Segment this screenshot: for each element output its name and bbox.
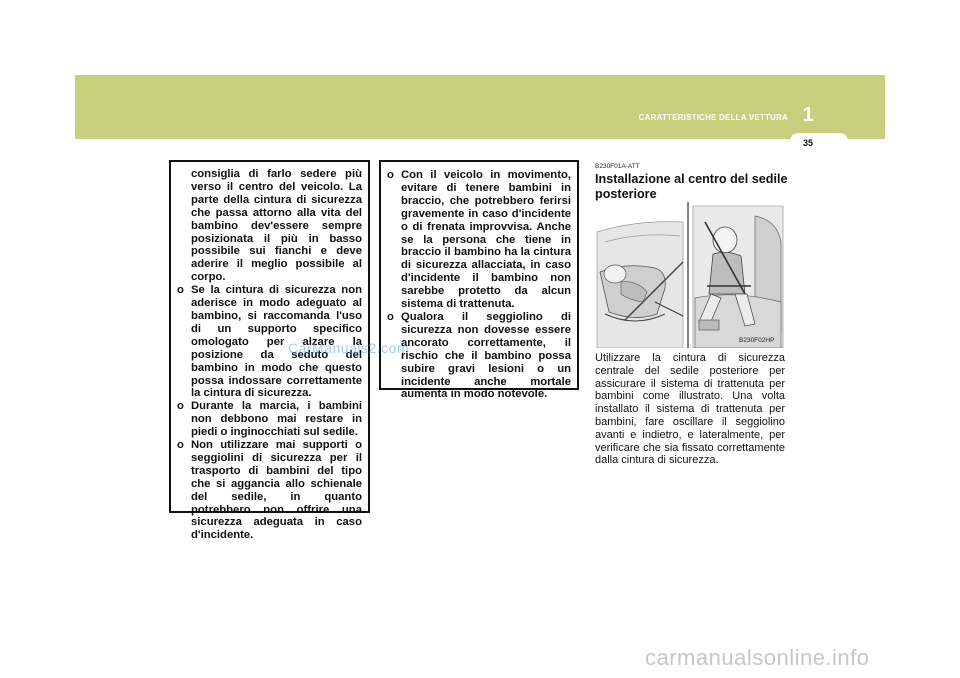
warning-bullet (387, 311, 571, 401)
warning-bullet-text: Se la cintura di sicurezza non aderisce in modo adeguato al bambino, si raccomanda l'uso di un supporto specifico omologato per alzare la posizione da seduto del bambino in modo che questo possa indossare correttamente la cintura di sicurezza. (191, 284, 362, 400)
bullet-marker: o (177, 439, 184, 452)
warning-bullet-text: Non utilizzare mai supporti o seggiolini di sicurezza per il trasporto di bambini del tipo che si aggancia allo schienale del sedile, in quanto potrebbero non offrire una sicurezza adeguata in caso d'incidente. (191, 439, 362, 542)
warning-bullet-text: Durante la marcia, i bambini non debbono mai restare in piedi o inginocchiati sul sedile. (191, 400, 362, 439)
section-body: Utilizzare la cintura di sicurezza centrale del sedile posteriore per assicurare il sistema di trattenuta per bambini come illustrato. Una volta installato il sistema di trattenuta per bambini, fare oscillare il seggiolino avanti e indietro, e lateralmente, per verificare che sia fissato correttamente dalla cintura di sicurezza. (595, 352, 785, 467)
warning-box-left (169, 160, 370, 542)
image-code: B230F02HP (739, 337, 775, 344)
warning-text-middle (381, 162, 577, 401)
warning-intro: consiglia di farlo sedere più verso il centro del veicolo. La parte della cintura di sicurezza che passa attorno alla vita del bambino dev'essere sempre posizionata il più in basso possibile sui fianchi e deve aderire il meglio possibile al corpo. (191, 168, 362, 284)
warning-bullet (177, 439, 362, 542)
bullet-marker: o (177, 284, 184, 297)
bullet-marker: o (177, 400, 184, 413)
warning-bullet (177, 400, 362, 439)
infant-carrier-drawing (597, 222, 683, 348)
warning-bullet-text: Qualora il seggiolino di sicurezza non dovesse essere ancorato correttamente, il rischio che il bambino possa subire gravi lesioni o un incidente anche mortale aumenta in modo notevole. (401, 310, 571, 401)
chapter-number: 1 (802, 104, 814, 126)
chapter-title: CARATTERISTICHE DELLA VETTURA (638, 113, 788, 122)
section-title: Installazione al centro del sedile posteriore (595, 172, 788, 201)
watermark-overlay: CarManuals2.com (288, 340, 410, 356)
footer-watermark: carmanualsonline.info (645, 645, 870, 670)
bullet-marker: o (387, 310, 394, 323)
booster-child-drawing (693, 206, 783, 348)
warning-bullet-text: Con il veicolo in movimento, evitare di tenere bambini in braccio, che potrebbero ferirsi gravemente in caso d'incidente o di frenata improvvisa. Anche se la persona che tiene in braccio il bambino ha la cintura di sicurezza allacciata, in caso d'incidente il bambino non sarebbe protetto da alcun sistema di trattenuta. (401, 169, 571, 311)
child-seat-illustration (595, 202, 785, 348)
warning-bullet (387, 169, 571, 311)
bullet-marker: o (387, 169, 394, 181)
page-number: 35 (802, 138, 813, 148)
section-code: B230F01A-ATT (595, 163, 640, 170)
header-band (75, 75, 885, 139)
